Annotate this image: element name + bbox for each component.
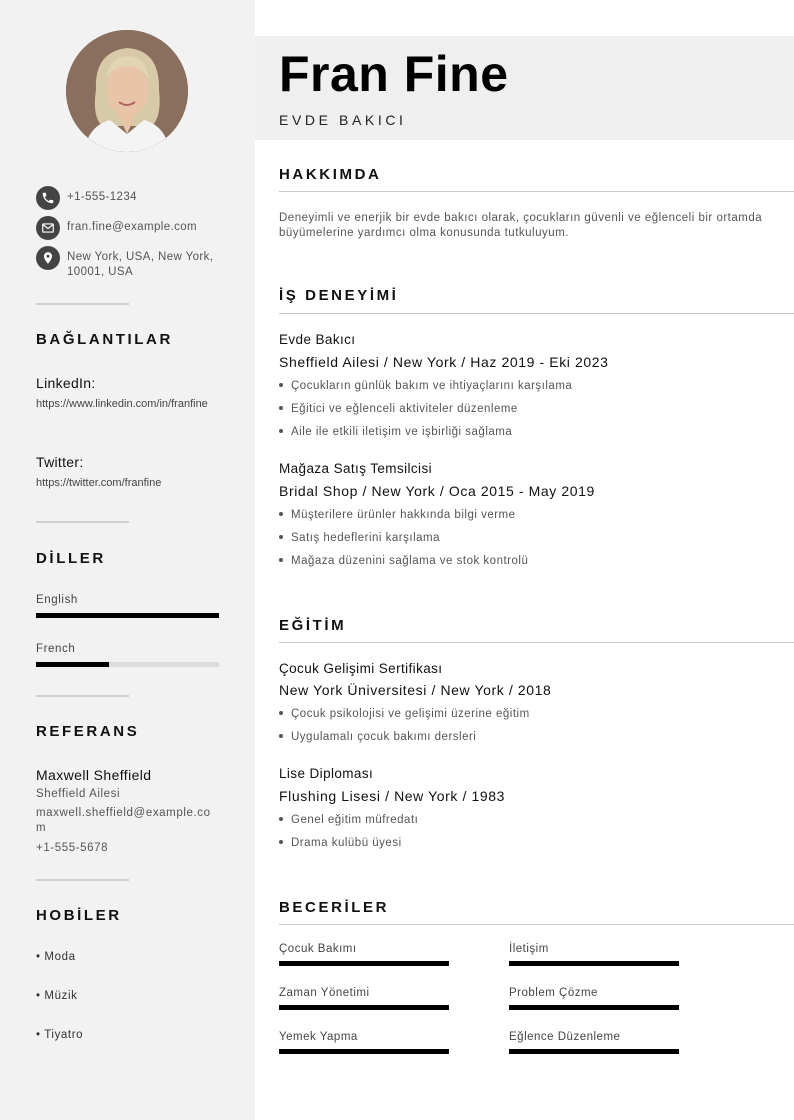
skill-level-bar [279, 1049, 449, 1054]
language-level-fill [36, 613, 219, 618]
bullet-text: Çocuk psikolojisi ve gelişimi üzerine eğitim [291, 708, 530, 720]
avatar [66, 30, 188, 152]
language-level-bar [36, 662, 219, 667]
job-subtitle: Bridal Shop / New York / Oca 2015 - May 2019 [279, 483, 595, 499]
twitter-label: Twitter: [36, 454, 84, 470]
skill-item [509, 943, 679, 966]
skill-item [509, 987, 679, 1010]
bullet-text: Aile ile etkili iletişim ve işbirliği sağlama [291, 426, 513, 438]
hobby-text: Müzik [44, 990, 78, 1002]
bullet-text: Uygulamalı çocuk bakımı dersleri [291, 731, 477, 743]
education-bullet [279, 731, 476, 743]
phone-text: +1-555-1234 [67, 191, 137, 203]
bullet-icon [279, 840, 283, 844]
education-title: Çocuk Gelişimi Sertifikası [279, 661, 443, 676]
job-bullet [279, 532, 440, 544]
skills-heading: BECERİLER [279, 899, 390, 916]
section-rule [279, 191, 794, 192]
skill-item [279, 943, 449, 966]
section-rule [279, 924, 794, 925]
about-text: Deneyimli ve enerjik bir evde bakıcı olarak, çocukların güvenli ve eğlenceli bir ortamda büyümelerine yardımcı olma konusunda tutkuluyum. [279, 212, 763, 239]
bullet-icon [279, 734, 283, 738]
reference-company: Sheffield Ailesi [36, 788, 121, 800]
education-bullet [279, 837, 402, 849]
divider [36, 695, 129, 697]
connections-heading: BAĞLANTILAR [36, 331, 173, 348]
hobby-item: • Moda [36, 951, 76, 963]
bullet-icon [279, 429, 283, 433]
divider [36, 521, 129, 523]
location-pin-icon [36, 246, 60, 270]
skill-level-bar [509, 1005, 679, 1010]
section-rule [279, 642, 794, 643]
job-role: EVDE BAKICI [279, 112, 407, 128]
hobby-item: • Tiyatro [36, 1029, 84, 1041]
linkedin-link[interactable]: https://www.linkedin.com/in/franfine [36, 398, 208, 410]
reference-phone: +1-555-5678 [36, 842, 109, 854]
sidebar [0, 0, 255, 1120]
bullet-text: Mağaza düzenini sağlama ve stok kontrolü [291, 555, 529, 567]
bullet-text: Müşterilere ürünler hakkında bilgi verme [291, 509, 516, 521]
bullet-icon [279, 711, 283, 715]
twitter-link[interactable]: https://twitter.com/franfine [36, 477, 162, 489]
language-name: French [36, 643, 76, 655]
job-title: Mağaza Satış Temsilcisi [279, 461, 432, 476]
phone-icon [36, 186, 60, 210]
education-title: Lise Diploması [279, 766, 374, 781]
education-bullet [279, 814, 418, 826]
portrait-photo [66, 30, 188, 152]
references-heading: REFERANS [36, 723, 140, 740]
job-title: Evde Bakıcı [279, 332, 356, 347]
skill-name: Yemek Yapma [279, 1031, 358, 1043]
skill-name: Problem Çözme [509, 987, 598, 999]
skill-name: Çocuk Bakımı [279, 943, 357, 955]
languages-heading: DİLLER [36, 550, 106, 567]
main-content [255, 0, 794, 1120]
education-bullet [279, 708, 530, 720]
bullet-icon [279, 817, 283, 821]
email-text: fran.fine@example.com [67, 221, 198, 233]
skill-item [279, 987, 449, 1010]
skill-item [279, 1031, 449, 1054]
hobbies-heading: HOBİLER [36, 907, 122, 924]
experience-heading: İŞ DENEYİMİ [279, 287, 399, 304]
education-subtitle: New York Üniversitesi / New York / 2018 [279, 682, 552, 698]
hobby-text: Tiyatro [44, 1029, 84, 1041]
language-level-bar [36, 613, 219, 618]
skill-item [509, 1031, 679, 1054]
job-subtitle: Sheffield Ailesi / New York / Haz 2019 - Eki 2023 [279, 354, 609, 370]
about-heading: HAKKIMDA [279, 166, 382, 183]
hobby-item: • Müzik [36, 990, 78, 1002]
address-text: New York, USA, New York, 10001, USA [67, 251, 214, 278]
job-bullet [279, 509, 516, 521]
skill-name: İletişim [509, 943, 549, 955]
bullet-text: Eğitici ve eğlenceli aktiviteler düzenleme [291, 403, 518, 415]
bullet-text: Çocukların günlük bakım ve ihtiyaçlarını karşılama [291, 380, 573, 392]
person-name: Fran Fine [279, 46, 509, 102]
reference-email[interactable]: maxwell.sheffield@example.com [36, 807, 211, 834]
bullet-icon [279, 406, 283, 410]
hobby-text: Moda [44, 951, 76, 963]
reference-name: Maxwell Sheffield [36, 767, 152, 783]
bullet-text: Drama kulübü üyesi [291, 837, 402, 849]
contact-phone [36, 186, 226, 210]
skill-name: Zaman Yönetimi [279, 987, 370, 999]
bullet-icon [279, 512, 283, 516]
job-bullet [279, 380, 572, 392]
contact-email [36, 216, 226, 240]
skill-level-bar [509, 961, 679, 966]
bullet-text: Genel eğitim müfredatı [291, 814, 419, 826]
bullet-text: Satış hedeflerini karşılama [291, 532, 441, 544]
bullet-icon [279, 383, 283, 387]
linkedin-label: LinkedIn: [36, 375, 96, 391]
skill-name: Eğlence Düzenleme [509, 1031, 621, 1043]
divider [36, 303, 129, 305]
skill-level-bar [509, 1049, 679, 1054]
education-subtitle: Flushing Lisesi / New York / 1983 [279, 788, 506, 804]
contact-address [36, 246, 226, 280]
job-bullet [279, 426, 512, 438]
skill-level-bar [279, 961, 449, 966]
bullet-icon [279, 535, 283, 539]
education-heading: EĞİTİM [279, 617, 347, 634]
section-rule [279, 313, 794, 314]
language-name: English [36, 594, 78, 606]
job-bullet [279, 403, 518, 415]
bullet-icon [279, 558, 283, 562]
divider [36, 879, 129, 881]
skill-level-bar [279, 1005, 449, 1010]
language-level-fill [36, 662, 109, 667]
job-bullet [279, 555, 528, 567]
mail-icon [36, 216, 60, 240]
